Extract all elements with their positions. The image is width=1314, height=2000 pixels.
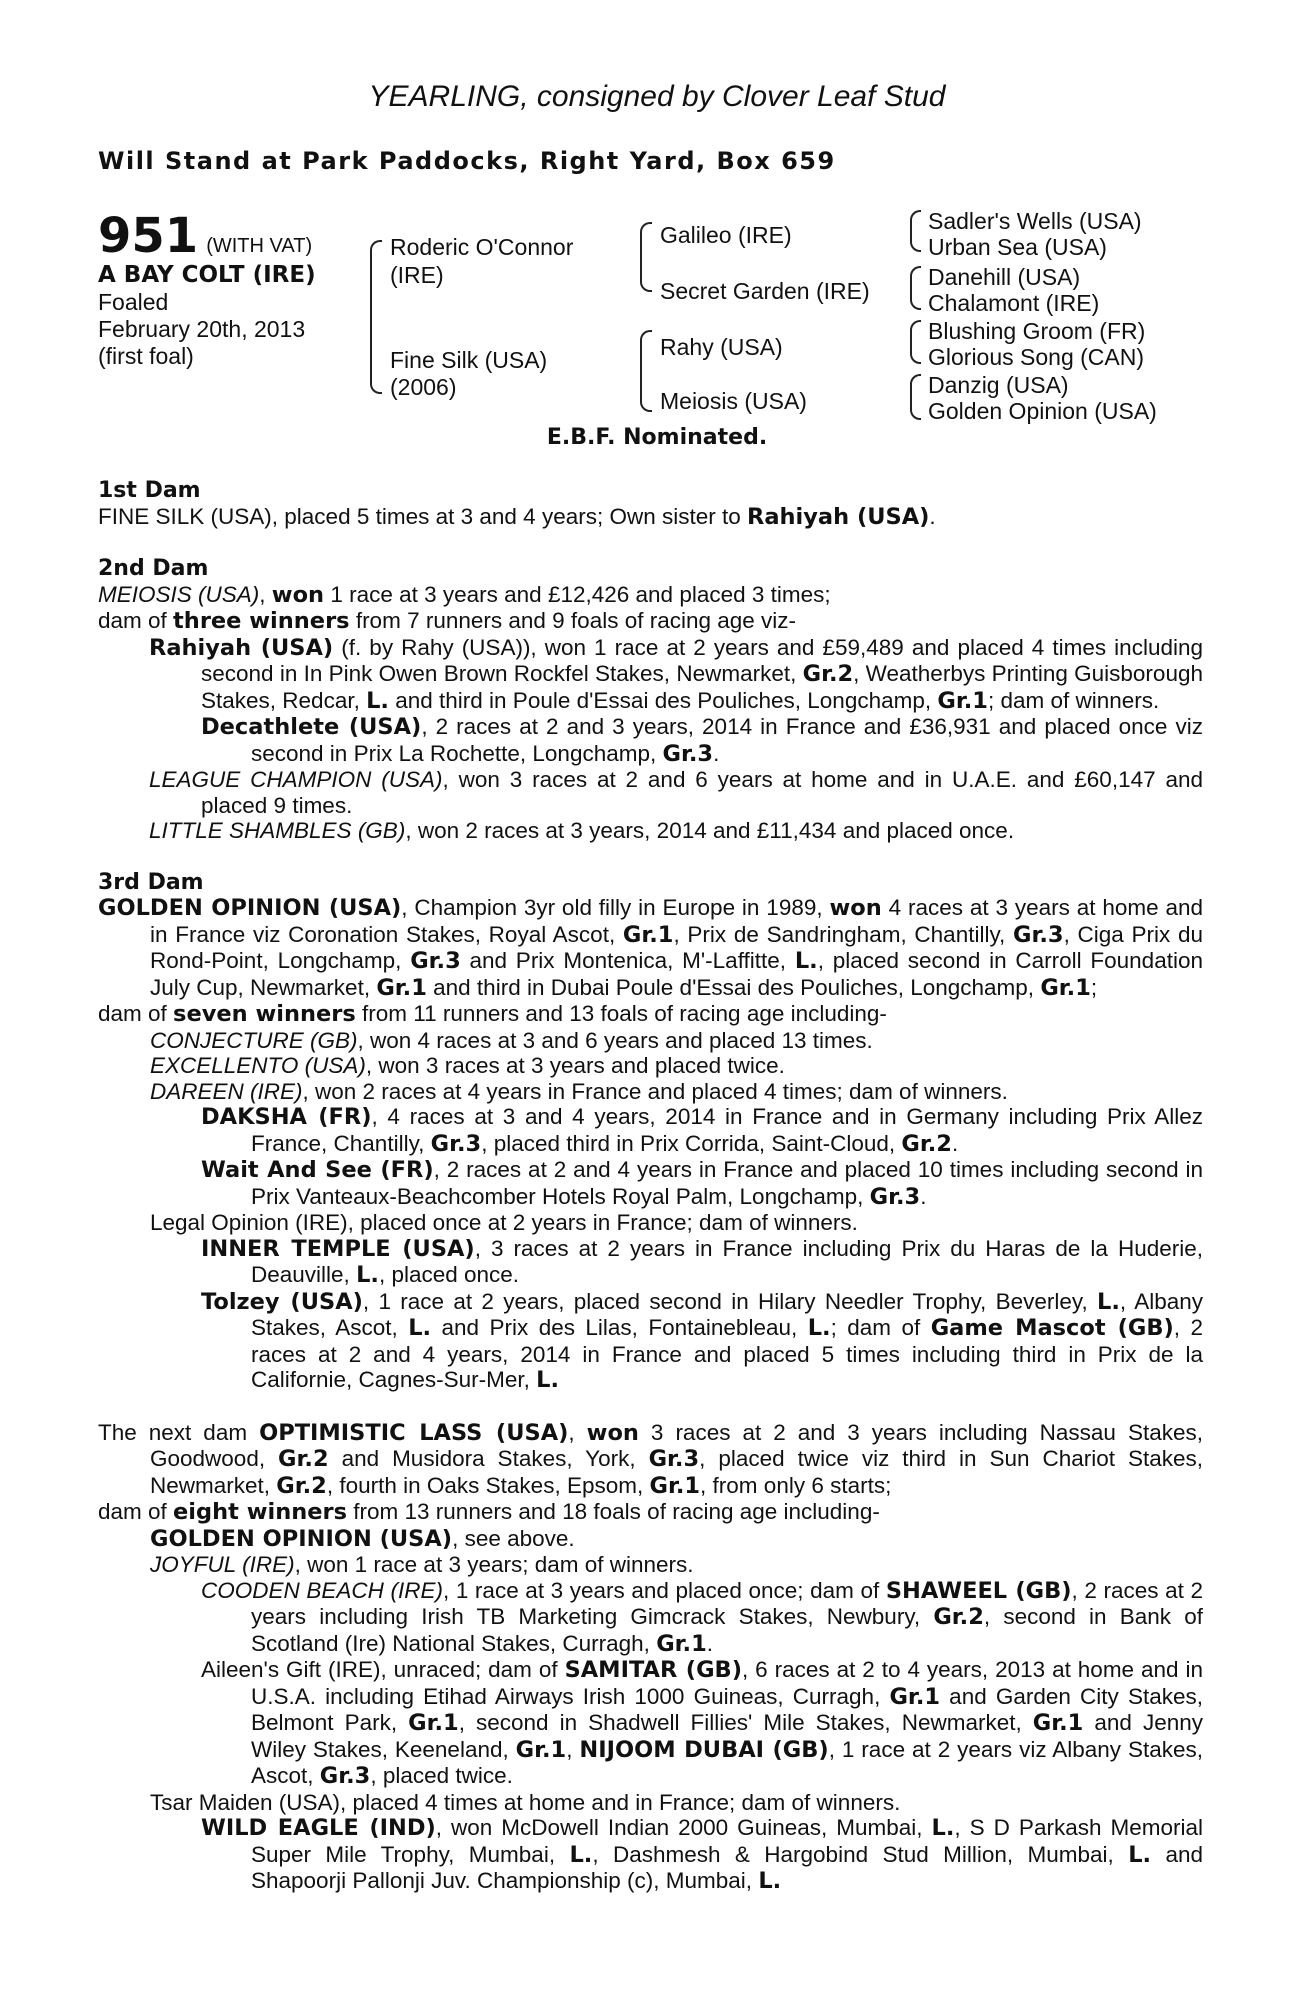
sire-name: Roderic O'Connor [390,234,574,260]
pedigree-brace-sd [910,266,921,310]
progeny-tsar-maiden: Tsar Maiden (USA), placed 4 times at home and in France; dam of winners. [150,1789,901,1815]
progeny-inner-temple: INNER TEMPLE (USA), 3 races at 2 years in France including Prix du Haras de la Huderie, Deauville, L., placed once. [201,1235,1203,1288]
pedigree-brace-ss [910,210,921,252]
lot-header [98,208,312,264]
lot-number: 951 [98,208,199,264]
sire-dam: Secret Garden (IRE) [660,278,870,304]
page-title: YEARLING, consigned by Clover Leaf Stud [368,80,946,113]
foal-note: (first foal) [98,343,194,369]
pedigree-brace-ds [910,320,921,364]
progeny-golden-opinion: GOLDEN OPINION (USA), see above. [150,1525,575,1552]
next-dam-text: The next dam OPTIMISTIC LASS (USA), won 3 races at 2 and 3 years including Nassau Stakes, Goodwood, Gr.2 and Musidora Stakes, York, Gr.3, placed twice viz third in Sun Chariot Stakes, Newmarket, Gr.2, fourth in Oaks Stakes, Epsom, Gr.1, from only 6 starts; [98,1419,1203,1499]
foaled-label: Foaled [98,289,169,315]
gen3-dsd: Glorious Song (CAN) [928,344,1145,370]
progeny-wait-and-see: Wait And See (FR), 2 races at 2 and 4 years in France and placed 10 times including second in Prix Vanteaux-Beachcomber Hotels Royal Palm, Longchamp, Gr.3. [201,1157,1203,1210]
second-dam-line1: MEIOSIS (USA), won 1 race at 3 years and £12,426 and placed 3 times; [98,581,831,608]
progeny-aileens-gift: Aileen's Gift (IRE), unraced; dam of SAMITAR (GB), 6 races at 2 to 4 years, 2013 at home and in U.S.A. including Etihad Airways Irish 1000 Guineas, Curragh, Gr.1 and Garden City Stakes, Belmont Park, Gr.1, second in Shadwell Fillies' Mile Stakes, Newmarket, Gr.1 and Jenny Wiley Stakes, Keeneland, Gr.1, NIJOOM DUBAI (GB), 1 race at 2 years viz Albany Stakes, Ascot, Gr.3, placed twice. [201,1657,1204,1789]
progeny-legal-opinion: Legal Opinion (IRE), placed once at 2 years in France; dam of winners. [150,1210,858,1235]
gen3-sss: Sadler's Wells (USA) [928,208,1142,234]
progeny-little-shambles: LITTLE SHAMBLES (GB), won 2 races at 3 years, 2014 and £11,434 and placed once. [149,818,1015,843]
second-dam-heading: 2nd Dam [98,556,209,581]
progeny-tolzey: Tolzey (USA), 1 race at 2 years, placed second in Hilary Needler Trophy, Beverley, L., Albany Stakes, Ascot, L. and Prix des Lilas, Fontainebleau, L.; dam of Game Mascot (GB), 2 races at 2 and 4 years, 2014 in France and placed 5 times including third in Prix de la Californie, Cagnes-Sur-Mer, L. [201,1288,1203,1393]
pedigree-brace-main [370,240,382,394]
third-dam-summary: dam of seven winners from 11 runners and 13 foals of racing age including- [98,1001,887,1027]
second-dam-line2: dam of three winners from 7 runners and 9 foals of racing age viz- [98,608,797,634]
progeny-dareen: DAREEN (IRE), won 2 races at 4 years in France and placed 4 times; dam of winners. [150,1078,1008,1104]
progeny-conjecture: CONJECTURE (GB), won 4 races at 3 and 6 years and placed 13 times. [150,1027,873,1053]
dam-year: (2006) [390,374,457,400]
horse-info [98,262,316,370]
third-dam-heading: 3rd Dam [98,869,204,895]
horse-name: A BAY COLT (IRE) [98,262,316,288]
gen3-sdd: Chalamont (IRE) [928,290,1100,316]
gen3-ssd: Urban Sea (USA) [928,234,1107,260]
sire-country: (IRE) [390,262,444,288]
dam-dam: Meiosis (USA) [660,388,807,414]
progeny-wild-eagle: WILD EAGLE (IND), won McDowell Indian 2000 Guineas, Mumbai, L., S D Parkash Memorial Super Mile Trophy, Mumbai, L., Dashmesh & Hargobind Stud Million, Mumbai, L. and Shapoorji Pallonji Juv. Championship (c), Mumbai, L. [201,1815,1203,1894]
sire-sire: Galileo (IRE) [660,222,792,248]
gen3-sds: Danehill (USA) [928,264,1081,290]
first-dam-text: FINE SILK (USA), placed 5 times at 3 and 4 years; Own sister to Rahiyah (USA). [98,503,936,530]
pedigree-brace-dd [910,374,921,420]
gen3-dds: Danzig (USA) [928,372,1069,398]
next-dam-summary: dam of eight winners from 13 runners and 18 foals of racing age including- [98,1499,880,1525]
third-dam-text: GOLDEN OPINION (USA), Champion 3yr old filly in Europe in 1989, won 4 races at 3 years at home and in France viz Coronation Stakes, Royal Ascot, Gr.1, Prix de Sandringham, Chantilly, Gr.3, Ciga Prix du Rond-Point, Longchamp, Gr.3 and Prix Montenica, M'-Laffitte, L., placed second in Carroll Foundation July Cup, Newmarket, Gr.1 and third in Dubai Poule d'Essai des Pouliches, Longchamp, Gr.1; [98,895,1203,1001]
ebf-nominated: E.B.F. Nominated. [546,425,768,450]
progeny-joyful: JOYFUL (IRE), won 1 race at 3 years; dam of winners. [150,1552,694,1577]
dam-sire: Rahy (USA) [660,334,783,360]
progeny-league-champion: LEAGUE CHAMPION (USA), won 3 races at 2 and 6 years at home and in U.A.E. and £60,147 and placed 9 times. [149,767,1204,818]
progeny-decathlete: Decathlete (USA), 2 races at 2 and 3 years, 2014 in France and £36,931 and placed once viz second in Prix La Rochette, Longchamp, Gr.3. [201,714,1203,767]
stand-location: Will Stand at Park Paddocks, Right Yard, Box 659 [98,147,836,175]
progeny-daksha: DAKSHA (FR), 4 races at 3 and 4 years, 2014 in France and in Germany including Prix Allez France, Chantilly, Gr.3, placed third in Prix Corrida, Saint-Cloud, Gr.2. [201,1104,1203,1157]
progeny-excellento: EXCELLENTO (USA), won 3 races at 3 years and placed twice. [150,1053,785,1078]
pedigree-brace-dam [640,330,652,412]
gen3-ddd: Golden Opinion (USA) [928,398,1157,424]
gen3-dss: Blushing Groom (FR) [928,318,1146,344]
foaled-date: February 20th, 2013 [98,316,306,342]
dam-details [98,478,1203,1895]
vat-label: (WITH VAT) [206,235,313,257]
progeny-rahiyah: Rahiyah (USA) (f. by Rahy (USA)), won 1 race at 2 years and £59,489 and placed 4 times including second in In Pink Owen Brown Rockfel Stakes, Newmarket, Gr.2, Weatherbys Printing Guisborough Stakes, Redcar, L. and third in Poule d'Essai des Pouliches, Longchamp, Gr.1; dam of winners. [149,634,1203,714]
dam-name: Fine Silk (USA) [390,347,548,373]
progeny-cooden-beach: COODEN BEACH (IRE), 1 race at 3 years and placed once; dam of SHAWEEL (GB), 2 races at 2 years including Irish TB Marketing Gimcrack Stakes, Newbury, Gr.2, second in Bank of Scotland (Ire) National Stakes, Curragh, Gr.1. [201,1577,1203,1657]
pedigree-brace-sire [640,222,652,292]
first-dam-heading: 1st Dam [98,478,201,503]
